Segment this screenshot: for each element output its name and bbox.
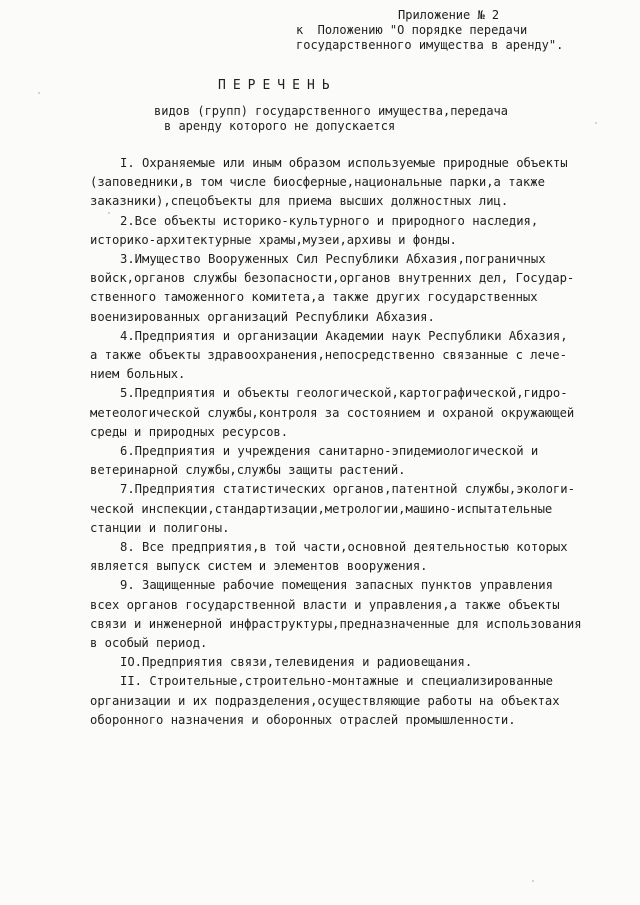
list-item-line: IO.Предприятия связи,телевидения и радиовещания. — [120, 655, 473, 670]
list-item-line: всех органов государственной власти и управления,а также объекты — [90, 597, 560, 612]
subtitle-line: видов (групп) государственного имущества,передача — [154, 104, 509, 118]
list-item-line: военизированных организаций Республики Абхазия. — [90, 309, 435, 324]
list-item-line: 4.Предприятия и организации Академии наук Республики Абхазия, — [120, 328, 568, 343]
list-item-line: нием больных. — [90, 367, 186, 382]
list-item — [90, 653, 620, 672]
list-item — [90, 442, 620, 480]
list-item — [90, 212, 620, 250]
scan-speck — [532, 880, 534, 882]
list-item — [90, 384, 620, 442]
list-item-line: в особый период. — [90, 636, 208, 651]
annex-regulation-line: государственного имущества в аренду". — [296, 38, 564, 52]
subtitle-line: в аренду которого не допускается — [164, 119, 396, 133]
list-item-line: войск,органов службы безопасности,органов внутренних дел, Государ- — [90, 271, 575, 286]
list-item — [90, 327, 620, 385]
annex-regulation-line: к Положению "О порядке передачи — [296, 23, 528, 37]
list-item — [90, 576, 620, 653]
list-item-line: I. Охраняемые или иным образом используемые природные объекты — [120, 156, 568, 170]
document-title: ПЕРЕЧЕНЬ — [218, 78, 337, 93]
list-item-line: связи и инженерной инфраструктуры,предназначенные для использования — [90, 616, 582, 631]
list-item-line: 2.Все объекты историко-культурного и природного наследия, — [120, 213, 539, 228]
list-item-line: а также объекты здравоохранения,непосредственно связанные с лече- — [90, 348, 567, 363]
list-item — [90, 480, 620, 538]
list-item-line: станции и полигоны. — [90, 520, 230, 535]
annex-reference — [296, 8, 626, 53]
list-item-line: историко-архитектурные храмы,музеи,архивы и фонды. — [90, 232, 457, 247]
list-item-line: 9. Защищенные рабочие помещения запасных пунктов управления — [120, 578, 553, 593]
list-item-line: метеологической службы,контроля за состоянием и охраной окружающей — [90, 405, 575, 420]
list-item-line: 6.Предприятия и учреждения санитарно-эпидемиологической и — [120, 444, 539, 459]
list-item-line: ческой инспекции,стандартизации,метрологии,машино-испытательные — [90, 501, 553, 516]
scan-speck — [595, 122, 597, 124]
list-item-line: заказники),спецобъекты для приема высших должностных лиц. — [90, 194, 509, 209]
list-item-line: 8. Все предприятия,в той части,основной деятельностью которых — [120, 540, 568, 555]
list-item-line: оборонного назначения и оборонных отраслей промышленности. — [90, 712, 516, 727]
list-item — [90, 672, 620, 730]
list-item-line: является выпуск систем и элементов вооружения. — [90, 559, 428, 574]
list-item — [90, 154, 620, 212]
list-item — [90, 538, 620, 576]
list-item-line: организации и их подразделения,осуществляющие работы на объектах — [90, 693, 560, 708]
list-item-line: ветеринарной службы,службы защиты растений. — [90, 463, 406, 478]
scan-speck — [108, 212, 110, 214]
document-subtitle — [154, 104, 508, 134]
list-item-line: (заповедники,в том числе биосферные,национальные парки,а также — [90, 175, 545, 190]
list-item-line: II. Строительные,строительно-монтажные и специализированные — [120, 674, 553, 689]
list-item-line: 7.Предприятия статистических органов,патентной службы,экологи- — [120, 482, 575, 497]
list-item-line: среды и природных ресурсов. — [90, 424, 289, 439]
list-item-line: 3.Имущество Вооруженных Сил Республики Абхазия,пограничных — [120, 252, 546, 267]
annex-number: Приложение № 2 — [398, 8, 500, 22]
list-item-line: ственного таможенного комитета,а также других государственных — [90, 290, 538, 305]
restricted-property-list — [90, 154, 620, 730]
list-item-line: 5.Предприятия и объекты геологической,картографической,гидро- — [120, 386, 568, 401]
list-item — [90, 250, 620, 327]
scan-speck — [38, 92, 40, 94]
